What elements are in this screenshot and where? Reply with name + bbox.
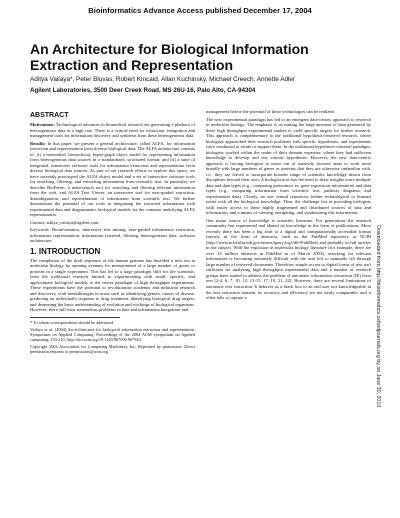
- intro-paragraph: The completion of the draft sequence of the human genome has heralded a new era in molecular biology by opening avenues for measurement of a large number of genes or proteins in a single experiment. This has led to a large paradigm shift for life scientists, from the traditional research limited to experimenting with small, specific, and approximate biological models to the newer paradigm of high throughput experiments. These experiments have the potential to revolutionize academic and industrial research and discovery, with breakthroughs in areas such as identifying genetic causes of disease, predicting an individual's response to drug treatment, identifying biological drug targets, and deepening the basic understanding of evolution and workings of biological organisms. However, there still exist tremendous problems in data and information integration and: [30, 257, 195, 313]
- abstract-results: Results: In this paper, we present a general architecture, called ALFA, for information extraction and representation from diverse biological data. The ALFA architecture consists of: (i) a networked, hierarchical, hyper-graph object model for representing information from heterogeneous data sources in a standardized, structured format; and (ii) a suite of integrated, interactive software tools for information extraction and representation from diverse biological data sources. As part of our research efforts to explore this space, we have currently prototyped the ALFA object model and a set of interactive software tools for searching, filtering, and extracting information from scientific text. In particular, we describe BioFerret, a meta-search tool for searching and filtering relevant information from the web, and ALFA Text Viewer, an interactive tool for user-guided extraction, disambiguation, and representation of information from scientific text. We further demonstrate the potential of our tools in integrating the extracted information with experimental data and diagrammatic biological models via the common underlying ALFA representation.: [30, 140, 195, 218]
- footnote-citation: Vailaya et al. (2004) An architecture for biological information extraction and representation. Symposium on Applied Computing, Proceedings of the 2004 ACM symposium on Applied computing, 103-110; http://doi.acm.org/10.1145/967900.967924: [30, 327, 195, 343]
- affiliation: Agilent Laboratories, 3500 Deer Creek Road, MS 26U-16, Palo Alto, CA-94304: [30, 87, 256, 94]
- author-list: Aditya Vailaya*, Peter Bluvas, Robert Kincaid, Allan Kuchinsky, Michael Creech, Annette Adler: [30, 76, 296, 83]
- footnote-correspondence: * To whom correspondence should be addressed: [30, 319, 114, 325]
- download-stamp: Downloaded from http://bioinformatics.oxfordjournals.org by on June 30, 2010: [375, 225, 381, 408]
- right-column: [206, 109, 371, 303]
- journal-banner: Bioinformatics Advance Access published December 17, 2004: [88, 6, 312, 15]
- footnote-rule: [30, 317, 120, 318]
- footnote-copyright: Copyright 2004 Association for Computing Machinery, Inc. Reprinted by permission. Direct permission requests to permissions@acm.org: [30, 344, 195, 355]
- abstract-heading: ABSTRACT: [30, 112, 69, 119]
- keywords: Keywords: Bioinformatics, interactive text mining, user-guided information extraction, information representation, information retrieval, filtering, heterogeneous data, software architecture.: [30, 227, 195, 244]
- intro-heading: 1. INTRODUCTION: [30, 246, 101, 256]
- abstract-contact: Contact: aditya_vailaya@agilent.com: [30, 219, 99, 225]
- paper-title: An Architecture for Biological Information Extraction and Representation: [30, 41, 309, 73]
- left-column: [30, 109, 195, 357]
- right-paragraph-0: management before the potential of these technologies can be realized.: [206, 109, 335, 114]
- abstract-motivation: Motivations: Technological advances in biomedical research are generating a plethora of heterogeneous data at a high rate. There is a critical need for extraction, integration and management tools for information discovery and synthesis from these heterogeneous data.: [30, 122, 195, 139]
- right-paragraph-2: One major source of knowledge is scientific literature. For generations the research community has represented and shared its knowledge in the form of publications. More recently there has been a big shift to a digital and computationally accessible format (mostly in the form of abstracts, such as the PubMed repository at NCBI (http://www.ncbi.nlm.nih.gov/entrez/query.fcgi?db=PubMed) and probably in full articles in the future). With the explosion in molecular biology literature (for example, there are over 14 million abstracts in PubMed as of March 2004), searching for relevant information is becoming extremely difficult with the user left to manually sift through large number of retrieved documents. Therefore, simple access to digital forms of text isn't sufficient for analyzing high throughput experimental data and a number of research groups have started to address the problem of automatic information extraction (IE) from text [2-4, 6, 7, 10, 12, 13-15, 17, 19, 21, 22]. However, there are several limitations of automatic text extraction. It behaves as a black box to an end user not knowledgeable in the text extraction domain, its accuracy and efficiency are not easily comparable, and it often fails to capture a: [206, 217, 371, 301]
- right-paragraph-1: The new experimental paradigm has led to an emergent data-centric approach to research in molecular biology. The emphasis is on mining the large amounts of data generated by these high throughput experimental studies to yield specific targets for further research. This approach is complementary to the traditional hypothesis-centered research, where biologists approached their research problems with specific hypotheses, and experiments were conducted to refute or support them. In the traditional hypothesis-centered paradigm, biologists worked within the realm of their domain expertise, where they had sufficient knowledge to develop and test various hypotheses. However, the new data-centric approach is forcing biologists to move out of narrowly focused areas to work more broadly with large numbers of genes or proteins that they are otherwise unfamiliar with, i.e., they are forced to incorporate broader range of scientific knowledge drawn from disciplines beyond their own. A biologist now has the need to draw insights more multiple data and data types (e.g., comparing proteomics vs. gene expression information) and data types (e.g., comparing information from scientific text, pathway diagrams, and experimental data). Clearly, no one central repository (either technological or human) exists with all the biological knowledge. Thus, the challenge lies in providing biologists with easier access to these highly fragmented and distributed sources of data and information, and a means of viewing, navigating, and synthesizing this information.: [206, 116, 371, 216]
